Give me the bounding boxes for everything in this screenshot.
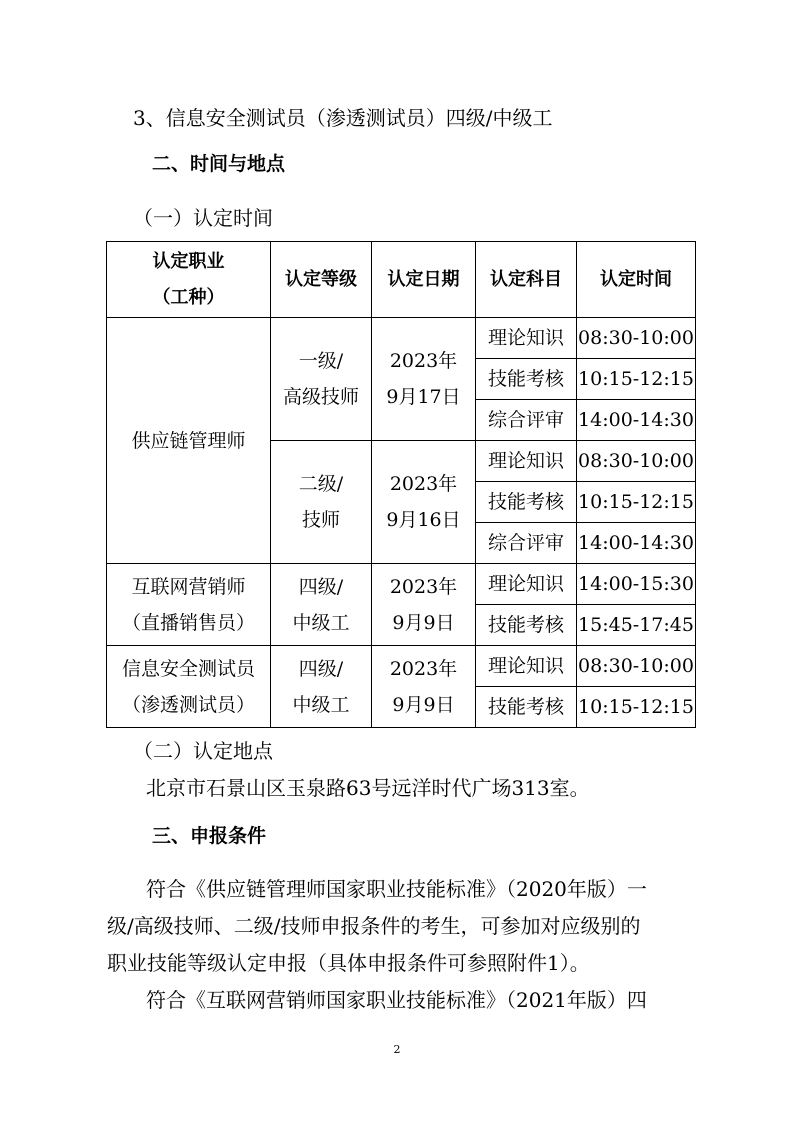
occupation-line1: 信息安全测试员: [121, 657, 255, 680]
level-line2: 中级工: [292, 611, 350, 634]
header-time: 认定时间: [577, 242, 696, 318]
level-cell: [271, 318, 372, 441]
subject-cell: 综合评审: [476, 523, 577, 564]
occupation-line1: 互联网营销师: [131, 575, 246, 598]
level-line1: 二级/: [298, 473, 344, 495]
list-item-3: 3、信息安全测试员（渗透测试员）四级/中级工: [133, 106, 553, 130]
level-line1: 四级/: [298, 575, 344, 598]
occupation-cell: [107, 564, 271, 646]
subject-cell: 理论知识: [476, 441, 577, 482]
subheading-certification-location: （二）认定地点: [133, 739, 273, 763]
header-date: 认定日期: [372, 242, 476, 318]
level-line2: 技师: [301, 509, 340, 531]
subject-cell: 技能考核: [476, 359, 577, 400]
time-cell: 08:30-10:00: [577, 646, 696, 687]
date-line2: 9月9日: [392, 693, 455, 716]
date-line2: 9月17日: [386, 386, 461, 408]
subject-cell: 理论知识: [476, 564, 577, 605]
level-cell: [271, 564, 372, 646]
certification-schedule-table: [106, 241, 696, 728]
date-cell: [372, 564, 476, 646]
date-line1: 2023年: [389, 350, 458, 372]
level-line1: 一级/: [298, 350, 344, 372]
time-cell: 10:15-12:15: [577, 359, 696, 400]
paragraph-1-line-3: 职业技能等级认定申报（具体申报条件可参照附件1）。: [107, 951, 590, 975]
time-cell: 08:30-10:00: [577, 318, 696, 359]
paragraph-1-line-1: 符合《供应链管理师国家职业技能标准》（2020年版）一: [146, 877, 647, 901]
subheading-certification-time: （一）认定时间: [133, 206, 273, 230]
header-occupation-line1: 认定职业: [152, 250, 225, 272]
subject-cell: 技能考核: [476, 605, 577, 646]
level-cell: [271, 646, 372, 728]
occupation-name: 供应链管理师: [131, 429, 246, 452]
occupation-line2: （直播销售员）: [121, 611, 255, 634]
time-cell: 14:00-14:30: [577, 523, 696, 564]
date-line1: 2023年: [389, 473, 458, 495]
occupation-line2: （渗透测试员）: [121, 693, 255, 716]
date-cell: [372, 441, 476, 564]
occupation-cell: [107, 646, 271, 728]
header-subject: 认定科目: [476, 242, 577, 318]
address-text: 北京市石景山区玉泉路63号远洋时代广场313室。: [146, 776, 590, 800]
occupation-cell: [107, 318, 271, 564]
date-cell: [372, 318, 476, 441]
paragraph-1-line-2: 级/高级技师、二级/技师申报条件的考生，可参加对应级别的: [107, 914, 641, 938]
time-cell: 14:00-14:30: [577, 400, 696, 441]
section-heading-time-location: 二、时间与地点: [152, 153, 286, 175]
time-cell: 10:15-12:15: [577, 687, 696, 728]
section-heading-requirements: 三、申报条件: [152, 825, 267, 847]
level-line2: 中级工: [292, 693, 350, 716]
page-number: 2: [393, 1043, 401, 1056]
date-line1: 2023年: [389, 657, 458, 680]
level-cell: [271, 441, 372, 564]
subject-cell: 理论知识: [476, 318, 577, 359]
subject-cell: 技能考核: [476, 482, 577, 523]
date-cell: [372, 646, 476, 728]
header-occupation: [107, 242, 271, 318]
level-line1: 四级/: [298, 657, 344, 680]
level-line2: 高级技师: [282, 386, 359, 408]
subject-cell: 技能考核: [476, 687, 577, 728]
date-line2: 9月16日: [386, 509, 461, 531]
table-row: [107, 564, 696, 605]
paragraph-2-line-1: 符合《互联网营销师国家职业技能标准》（2021年版）四: [146, 988, 647, 1012]
header-level: 认定等级: [271, 242, 372, 318]
subject-cell: 理论知识: [476, 646, 577, 687]
subject-cell: 综合评审: [476, 400, 577, 441]
time-cell: 10:15-12:15: [577, 482, 696, 523]
date-line1: 2023年: [389, 575, 458, 598]
time-cell: 14:00-15:30: [577, 564, 696, 605]
time-cell: 15:45-17:45: [577, 605, 696, 646]
table-row: [107, 646, 696, 687]
header-occupation-line2: （工种）: [152, 286, 225, 308]
time-cell: 08:30-10:00: [577, 441, 696, 482]
date-line2: 9月9日: [392, 611, 455, 634]
table-row: [107, 318, 696, 359]
